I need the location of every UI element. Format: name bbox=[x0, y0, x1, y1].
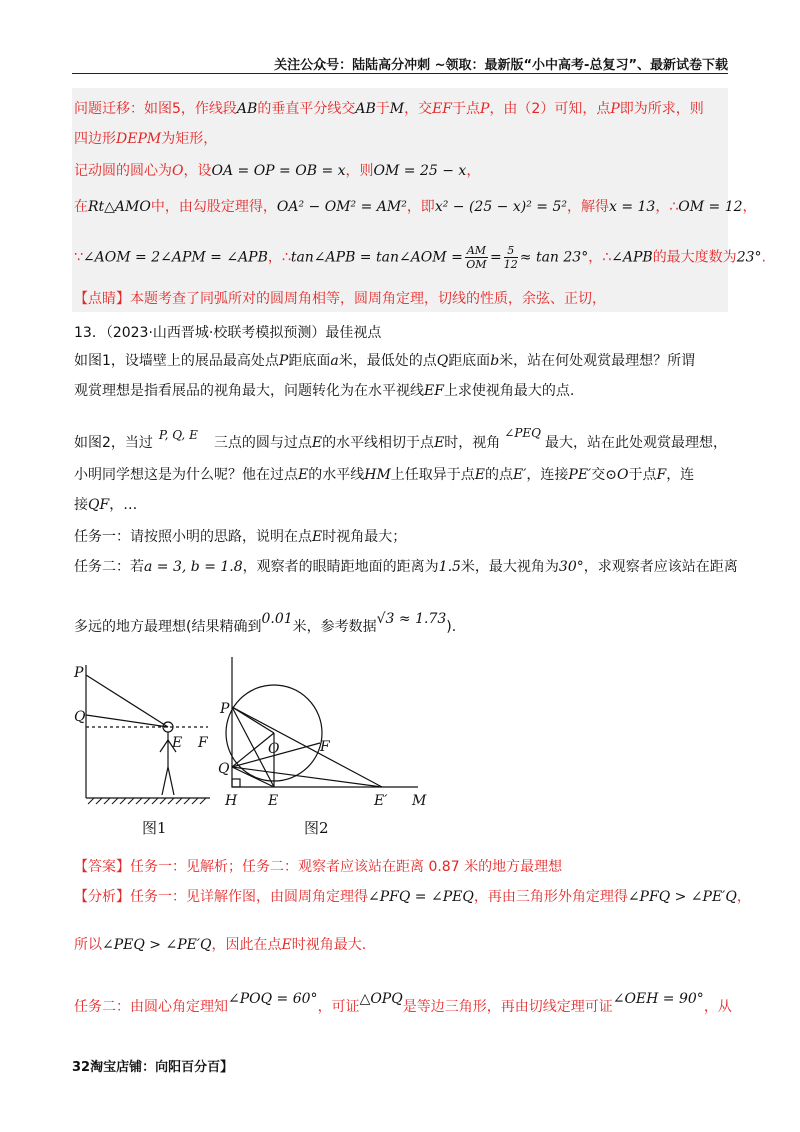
fig2-label-e-prime: E′ bbox=[374, 793, 388, 809]
solution-line-1: 问题迁移：如图5，作线段AB的垂直平分线交AB于M，交EF于点P，由（2）可知，点P即为所求，则 bbox=[74, 101, 704, 117]
analysis-line-1: 【分析】任务一：见详解作图，由圆周角定理得∠PFQ = ∠PEQ，再由三角形外角定理得∠PFQ > ∠PE′Q， bbox=[74, 889, 751, 905]
solution-line-5: ∵∠AOM = 2∠APM = ∠APB，∴tan∠APB = tan∠AOM = $\frac{AM}{OM}$ = $\frac{5}{12}$ ≈ tan 23°，∴∠APB的最大度数为23°. bbox=[74, 244, 766, 271]
figure-2 bbox=[226, 657, 418, 787]
fig1-label-p: P bbox=[74, 665, 84, 681]
fig2-label-m: M bbox=[412, 793, 427, 809]
geometry-figures bbox=[72, 655, 492, 845]
analysis-line-2: 所以∠PEQ > ∠PE′Q，因此在点E时视角最大. bbox=[74, 937, 367, 953]
fig2-label-o: O bbox=[268, 741, 280, 757]
fraction-am-om: $\frac{AM}{OM}$ bbox=[466, 244, 487, 271]
fig1-label-f: F bbox=[198, 735, 208, 751]
fig2-label-p: P bbox=[220, 701, 230, 717]
fig1-line-qe bbox=[86, 715, 168, 727]
problem-line-4: 小明同学想这是为什么呢？他在过点E的水平线HM上任取异于点E的点E′，连接PE′交⊙O于点F，连 bbox=[74, 467, 695, 483]
problem-line-2: 观赏理想是指看展品的视角最大，问题转化为在水平视线EF上求使视角最大的点. bbox=[74, 383, 575, 399]
solution-line-4: 在Rt△AMO中，由勾股定理得，OA² − OM² = AM²，即x² − (25 − x)² = 5²，解得x = 13，∴OM = 12， bbox=[74, 199, 757, 215]
fig2-right-angle bbox=[232, 779, 240, 787]
fig1-label-q: Q bbox=[74, 709, 86, 725]
figure-1 bbox=[86, 665, 210, 804]
fig1-leg-right bbox=[168, 767, 174, 795]
fig1-caption: 图1 bbox=[142, 819, 167, 837]
solution-line-3: 记动圆的圆心为O，设OA = OP = OB = x，则OM = 25 − x， bbox=[74, 163, 481, 179]
fig2-label-q: Q bbox=[218, 761, 230, 777]
task-two-line-1: 任务二：若a = 3, b = 1.8，观察者的眼睛距地面的距离为1.5米，最大视角为30°，求观察者应该站在距离 bbox=[74, 559, 738, 575]
fig2-label-e: E bbox=[268, 793, 279, 809]
task-one: 任务一：请按照小明的思路，说明在点E时视角最大； bbox=[74, 529, 407, 545]
fig1-ground-hatch bbox=[88, 798, 206, 804]
fig2-label-f: F bbox=[320, 739, 330, 755]
fig1-arm-left bbox=[160, 740, 168, 752]
answer-line: 【答案】任务一：见解析；任务二：观察者应该站在距离 0.87 米的地方最理想 bbox=[74, 859, 563, 875]
problem-line-1: 如图1，设墙壁上的展品最高处点P距底面a米，最低处的点Q距底面b米，站在何处观赏最理想？所谓 bbox=[74, 353, 696, 369]
problem-line-3: 如图2，当过 P, Q, E 三点的圆与过点E的水平线相切于点E时，视角∠PEQ最大，站在此处观赏最理想， bbox=[74, 426, 728, 451]
task-two-line-2: 多远的地方最理想(结果精确到0.01米，参考数据√3 ≈ 1.73). bbox=[74, 611, 457, 635]
problem-title: 13．（2023·山西晋城·校联考模拟预测）最佳视点 bbox=[74, 325, 382, 341]
fraction-5-12: $\frac{5}{12}$ bbox=[503, 244, 518, 271]
solution-line-2: 四边形DEPM为矩形， bbox=[74, 131, 218, 147]
analysis-line-3: 任务二：由圆心角定理知∠POQ = 60°，可证△OPQ是等边三角形，再由切线定理可证∠OEH = 90°，从 bbox=[74, 991, 732, 1015]
fig1-label-e: E bbox=[172, 735, 183, 751]
fig2-caption: 图2 bbox=[304, 819, 329, 837]
fig2-label-h: H bbox=[225, 793, 238, 809]
header-rule bbox=[72, 73, 728, 74]
solution-comment: 【点睛】本题考查了同弧所对的圆周角相等，圆周角定理，切线的性质，余弦、正切， bbox=[74, 291, 606, 307]
fig1-line-pe bbox=[86, 675, 168, 727]
page-header: 关注公众号：陆陆高分冲刺 ~领取：最新版“小中高考-总复习”、最新试卷下载 bbox=[274, 58, 728, 73]
problem-line-5: 接QF，… bbox=[74, 497, 138, 513]
fig1-leg-left bbox=[162, 767, 168, 795]
page-footer: 32淘宝店铺：向阳百分百】 bbox=[72, 1060, 234, 1075]
